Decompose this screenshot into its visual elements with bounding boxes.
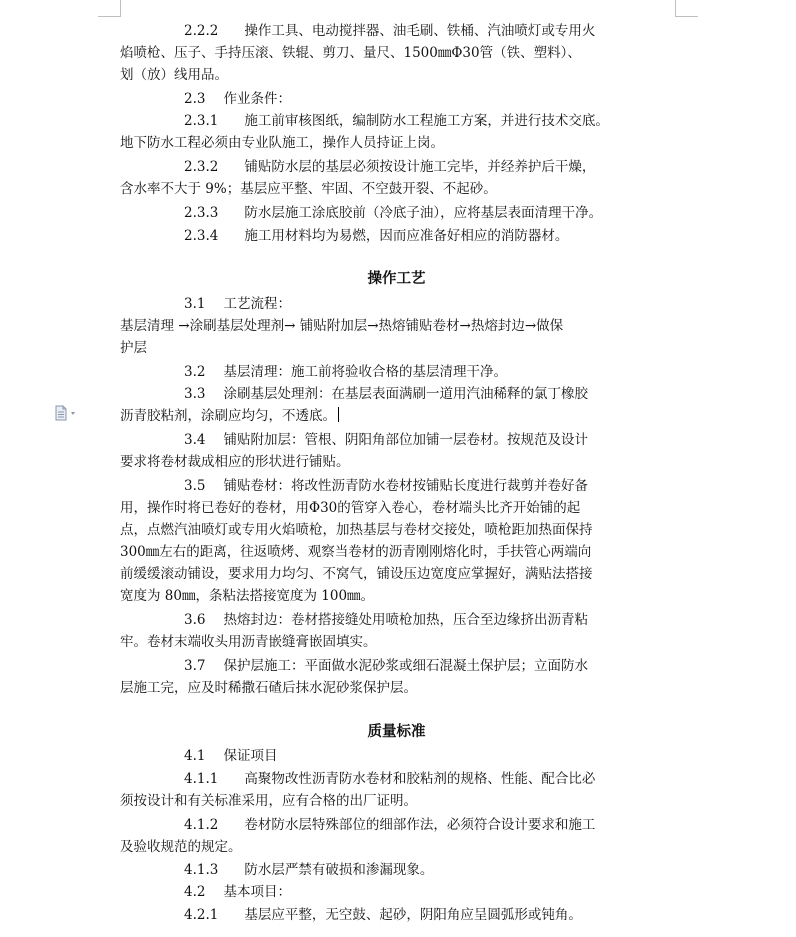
line-text: 基本项目： bbox=[223, 884, 291, 900]
paragraph-line bbox=[120, 609, 680, 631]
clause-number: 2.3.3 bbox=[184, 205, 219, 221]
line-text: 工艺流程： bbox=[223, 296, 291, 312]
paragraph-line bbox=[120, 904, 680, 926]
clause-number: 4.1.3 bbox=[184, 862, 219, 878]
line-text: 地下防水工程必须由专业队施工，操作人员持证上岗。 bbox=[120, 135, 444, 151]
paragraph-line bbox=[120, 132, 680, 154]
paragraph-line bbox=[120, 361, 680, 383]
line-text: 施工用材料均为易燃，因而应准备好相应的消防器材。 bbox=[244, 228, 569, 244]
line-text: 用，操作时将已卷好的卷材，用Φ30的管穿入卷心，卷材端头比齐开始铺的起 bbox=[120, 500, 581, 516]
line-text: 卷材防水层特殊部位的细部作法，必须符合设计要求和施工 bbox=[244, 817, 596, 833]
section-heading-process: 操作工艺 bbox=[367, 270, 426, 287]
line-text: 牢。卷材末端收头用沥青嵌缝膏嵌固填实。 bbox=[120, 634, 377, 650]
paragraph-line bbox=[120, 541, 680, 563]
paragraph-line bbox=[120, 156, 680, 178]
clause-number: 3.7 bbox=[184, 658, 206, 674]
paragraph-line bbox=[120, 631, 680, 653]
line-text: 防水层严禁有破损和渗漏现象。 bbox=[244, 862, 434, 878]
text-cursor bbox=[338, 407, 339, 422]
line-text: 铺贴卷材：将改性沥青防水卷材按铺贴长度进行裁剪并卷好备 bbox=[223, 478, 588, 494]
paragraph-line bbox=[120, 475, 680, 497]
line-text: 涂刷基层处理剂：在基层表面满刷一道用汽油稀释的氯丁橡胶 bbox=[223, 386, 588, 402]
paragraph-line bbox=[120, 88, 680, 110]
clause-number: 3.3 bbox=[184, 386, 206, 402]
line-text: 保证项目 bbox=[223, 748, 278, 764]
line-text: 300㎜左右的距离，往返喷烤、观察当卷材的沥青刚刚熔化时，手扶管心两端向 bbox=[120, 544, 592, 560]
clause-number: 3.1 bbox=[184, 296, 206, 312]
line-text: 基层应平整，无空鼓、起砂，阴阳角应呈圆弧形或钝角。 bbox=[244, 907, 582, 923]
line-text: 铺贴防水层的基层必须按设计施工完毕，并经养护后干燥， bbox=[244, 159, 596, 175]
line-text: 施工前审核图纸，编制防水工程施工方案，并进行技术交底。 bbox=[244, 113, 609, 129]
line-text: 护层 bbox=[120, 340, 147, 356]
line-text: 宽度为 80㎜，条粘法搭接宽度为 100㎜。 bbox=[120, 588, 375, 604]
paragraph-line bbox=[120, 110, 680, 132]
clause-number: 2.3.1 bbox=[184, 113, 219, 129]
paragraph-line bbox=[120, 42, 680, 64]
paragraph-line bbox=[120, 337, 680, 359]
paragraph-line bbox=[120, 745, 680, 767]
clause-number: 4.2 bbox=[184, 884, 206, 900]
paragraph-line bbox=[120, 563, 680, 585]
line-text: 前缓缓滚动铺设，要求用力均匀、不窝气，铺设压边宽度应掌握好，满贴法搭接 bbox=[120, 566, 593, 582]
clause-number: 2.3.4 bbox=[184, 228, 219, 244]
line-text: 划（放）线用品。 bbox=[120, 67, 228, 83]
line-text: 及验收规范的规定。 bbox=[120, 839, 242, 855]
paragraph-line bbox=[120, 429, 680, 451]
line-text: 铺贴附加层：管根、阴阳角部位加铺一层卷材。按规范及设计 bbox=[223, 432, 588, 448]
line-text: 焰喷枪、压子、手持压滚、铁辊、剪刀、量尺、1500㎜Φ30管（铁、塑料）、 bbox=[120, 45, 581, 61]
paragraph-line bbox=[120, 768, 680, 790]
paragraph-line bbox=[120, 790, 680, 812]
clause-number: 3.6 bbox=[184, 612, 206, 628]
line-text: 基层清理：施工前将验收合格的基层清理干净。 bbox=[223, 364, 507, 380]
line-text: 操作工具、电动搅拌器、油毛刷、铁桶、汽油喷灯或专用火 bbox=[244, 23, 596, 39]
paragraph-line bbox=[120, 178, 680, 200]
paragraph-line bbox=[120, 202, 680, 224]
clause-number: 4.1.1 bbox=[184, 771, 219, 787]
line-text: 作业条件： bbox=[223, 91, 291, 107]
paragraph-line bbox=[120, 585, 680, 607]
line-text: 基层清理 →涂刷基层处理剂→ 铺贴附加层→热熔铺贴卷材→热熔封边→做保 bbox=[120, 318, 564, 334]
line-text: 保护层施工：平面做水泥砂浆或细石混凝土保护层；立面防水 bbox=[223, 658, 588, 674]
paragraph-line bbox=[120, 405, 680, 427]
paragraph-line bbox=[120, 519, 680, 541]
line-text: 沥青胶粘剂，涂刷应均匀，不透底。 bbox=[120, 408, 336, 424]
clause-number: 3.4 bbox=[184, 432, 206, 448]
line-text: 须按设计和有关标准采用，应有合格的出厂证明。 bbox=[120, 793, 417, 809]
line-text: 高聚物改性沥青防水卷材和胶粘剂的规格、性能、配合比必 bbox=[244, 771, 596, 787]
clause-number: 4.1.2 bbox=[184, 817, 219, 833]
line-text: 热熔封边：卷材搭接缝处用喷枪加热，压合至边缘挤出沥青粘 bbox=[223, 612, 588, 628]
paragraph-line bbox=[120, 497, 680, 519]
paragraph-line bbox=[120, 64, 680, 86]
paragraph-line bbox=[120, 315, 680, 337]
paragraph-line bbox=[120, 859, 680, 881]
top-left-margin-mark bbox=[98, 0, 121, 17]
line-text: 层施工完，应及时稀撒石碴后抹水泥砂浆保护层。 bbox=[120, 680, 417, 696]
paragraph-line bbox=[120, 225, 680, 247]
paragraph-line bbox=[120, 383, 680, 405]
clause-number: 2.3.2 bbox=[184, 159, 219, 175]
clause-number: 2.3 bbox=[184, 91, 206, 107]
line-text: 含水率不大于 9%；基层应平整、牢固、不空鼓开裂、不起砂。 bbox=[120, 181, 497, 197]
line-text: 要求将卷材裁成相应的形状进行铺贴。 bbox=[120, 454, 350, 470]
document-options-icon[interactable] bbox=[54, 405, 80, 421]
clause-number: 3.5 bbox=[184, 478, 206, 494]
clause-number: 4.1 bbox=[184, 748, 206, 764]
paragraph-line bbox=[120, 293, 680, 315]
clause-number: 4.2.1 bbox=[184, 907, 219, 923]
paragraph-line bbox=[120, 677, 680, 699]
line-text: 点，点燃汽油喷灯或专用火焰喷枪，加热基层与卷材交接处，喷枪距加热面保持 bbox=[120, 522, 593, 538]
section-heading-quality: 质量标准 bbox=[367, 723, 426, 740]
paragraph-line bbox=[120, 20, 680, 42]
paragraph-line bbox=[120, 451, 680, 473]
clause-number: 2.2.2 bbox=[184, 23, 219, 39]
paragraph-line bbox=[120, 836, 680, 858]
paragraph-line bbox=[120, 881, 680, 903]
paragraph-line bbox=[120, 814, 680, 836]
clause-number: 3.2 bbox=[184, 364, 206, 380]
paragraph-line bbox=[120, 655, 680, 677]
line-text: 防水层施工涂底胶前（冷底子油），应将基层表面清理干净。 bbox=[244, 205, 603, 221]
top-right-margin-mark bbox=[675, 0, 698, 17]
